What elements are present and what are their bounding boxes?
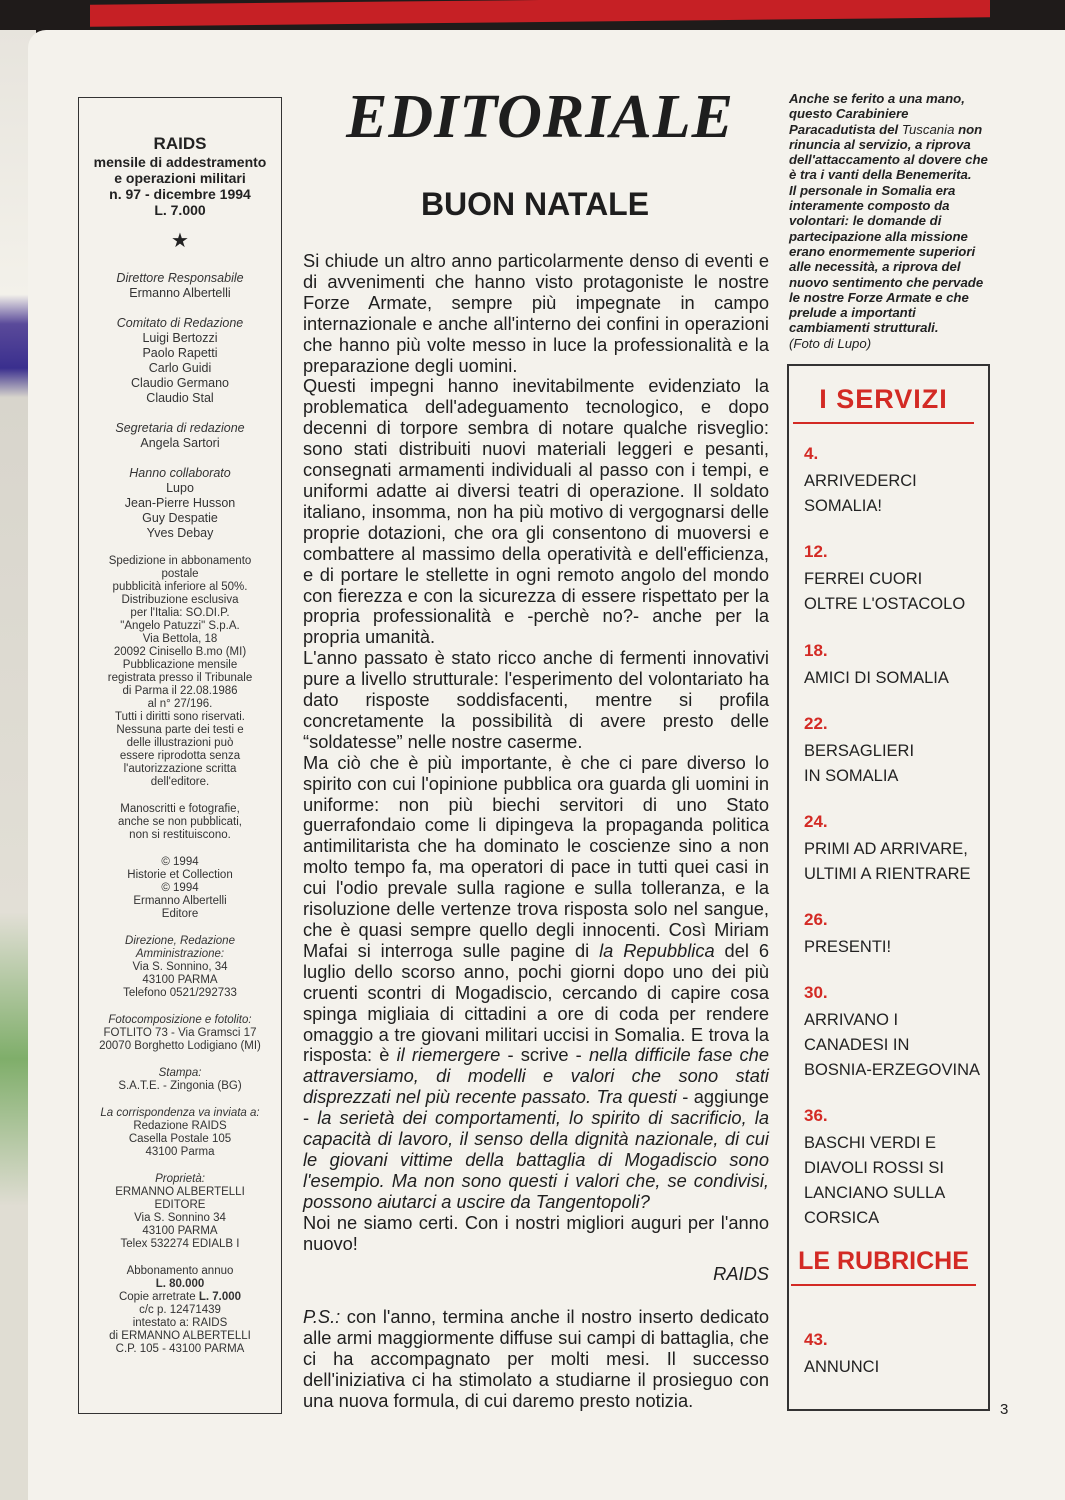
star-icon: ★ — [171, 230, 189, 252]
toc-entry[interactable] — [804, 641, 988, 691]
director-name: Ermanno Albertelli — [129, 286, 231, 300]
toc-list — [789, 1330, 988, 1380]
article-headline: BUON NATALE — [420, 186, 650, 222]
committee-member: Claudio Germano — [131, 376, 229, 390]
copyright-line: © 1994 — [161, 856, 199, 868]
office-role: Amministrazione: — [135, 948, 225, 960]
committee-role: Comitato di Redazione — [116, 316, 244, 330]
magazine-name: RAIDS — [153, 134, 207, 153]
subscription-label: Abbonamento annuo — [126, 1265, 234, 1277]
toc-title: PRESENTI! — [804, 938, 892, 956]
photo-role: Fotocomposizione e fotolito: — [108, 1014, 252, 1026]
article-paragraph: Si chiude un altro anno particolarmente denso di eventi e di avvenimenti che hanno visto protagoniste le nostre Forze Armate, sempre più impegnate in campo internazionale e anche all'interno dei confini in operazioni che hanno più volte messo in luce la professionalità e la preparazione degli uomini. — [303, 250, 769, 376]
newspaper-name: la Repubblica — [599, 939, 715, 961]
subscription-price: L. 80.000 — [155, 1278, 205, 1290]
toc-entry[interactable] — [804, 983, 988, 1083]
quote-text: nella difficile fase che attraversiamo, di modelli e valori che sono stati disprezzati nel più recente passato. Tra questi — [303, 1044, 770, 1108]
secretary-role: Segretaria di redazione — [115, 421, 245, 435]
mail-line: Casella Postale 105 — [128, 1133, 232, 1145]
article-paragraph: Noi ne siamo certi. Con i nostri migliori auguri per l'anno nuovo! — [303, 1211, 769, 1254]
legal-line: Distribuzione esclusiva — [121, 594, 239, 606]
owner-line: Via S. Sonnino 34 — [134, 1212, 226, 1224]
copyright-notice — [79, 856, 281, 921]
legal-line: per l'Italia: SO.DI.P. — [130, 607, 230, 619]
legal-line: dell'editore. — [150, 776, 210, 788]
toc-page-number: 18. — [804, 641, 828, 660]
legal-line: di Parma il 22.08.1986 — [122, 685, 238, 697]
notice-line: anche se non pubblicati, — [117, 816, 243, 828]
committee-member: Claudio Stal — [146, 391, 214, 405]
caption-paragraph: Il personale in Somalia era interamente composto da volontari: le domande di partecipazione alla missione erano enormemente superiori alle necessità, a riprova del nuovo sentimento che pervade le nostre Forze Armate e che prelude a importanti cambiamenti strutturali. — [789, 182, 984, 336]
article-paragraph: Questi impegni hanno inevitabilmente evidenziato la problematica dell'adeguamento tecnologico, e dopo decenni di torpore sembra di notare qualche risveglio: sono stati distribuiti nuovi materiali leggeri e pesanti, consegnati armamenti individuali al passo con i tempi, e uniformi adatte ai diversi teatri di operazione. Il soldato italiano, insomma, non ha più motivo di vergognarsi delle proprie dotazioni, che ora gli consentono di muoversi e combattere al massimo della operatività e dell'efficienza, e di portare le stellette in ogni remoto angolo del mondo con fierezza e con la sicurezza di essere rispettato per la propria professionalità e -perchè no?- anche per la propria umanità. — [303, 375, 769, 648]
contributor: Yves Debay — [146, 526, 214, 540]
text-run: - scrive - — [500, 1044, 589, 1066]
tagline: e operazioni militari — [114, 170, 246, 186]
ps-text: con l'anno, termina anche il nostro inserto dedicato alle armi maggiormente diffuse sui campi di battaglia, che ci ha accompagnato per molti mesi. Il successo dell'iniziativa ci ha stimolato a studiarne il prosieguo con una nuova formula, di cui daremo presto notizia. — [303, 1306, 769, 1412]
article-paragraph — [303, 753, 769, 1213]
toc-title: PRIMI AD ARRIVARE, ULTIMI A RIENTRARE — [804, 840, 971, 883]
director-role: Direttore Responsabile — [116, 271, 244, 285]
committee-member: Paolo Rapetti — [142, 346, 218, 360]
legal-line: pubblicità inferiore al 50%. — [112, 581, 248, 593]
toc-page-number: 43. — [804, 1330, 828, 1349]
account-line: C.P. 105 - 43100 PARMA — [115, 1343, 245, 1355]
table-of-contents — [787, 364, 990, 1411]
owner-role: Proprietà: — [155, 1173, 205, 1185]
committee-member: Luigi Bertozzi — [142, 331, 218, 345]
editorial-article — [303, 251, 769, 1412]
toc-entry[interactable] — [804, 444, 988, 519]
contributor: Lupo — [166, 481, 194, 495]
subscription-block — [79, 1265, 281, 1356]
photo-block — [79, 1014, 281, 1053]
legal-line: Via Bettola, 18 — [142, 633, 218, 645]
notice-line: non si restituiscono. — [129, 829, 231, 841]
owner-block — [79, 1173, 281, 1251]
legal-line: l'autorizzazione scritta — [123, 763, 237, 775]
contributor: Guy Despatie — [142, 511, 218, 525]
legal-line: delle illustrazioni può — [126, 737, 234, 749]
toc-title: AMICI DI SOMALIA — [804, 669, 949, 687]
caption-text: Anche se ferito a una mano, questo Carabiniere Paracadutista del — [789, 91, 965, 137]
article-paragraph: L'anno passato è stato ricco anche di fermenti innovativi pure a livello strutturale: l'esperimento del volontariato ha dato risposte soddisfacenti, mentre si profila concretamente la possibilità di avere presto delle “soldatesse” nelle nostre caserme. — [303, 647, 769, 752]
page-title: EDITORIALE — [346, 83, 734, 151]
legal-line: 20092 Cinisello B.mo (MI) — [113, 646, 247, 658]
copyright-line: Editore — [161, 908, 199, 920]
toc-title: BERSAGLIERI IN SOMALIA — [804, 742, 915, 785]
toc-page-number: 26. — [804, 910, 828, 929]
legal-line: "Angelo Patuzzi" S.p.A. — [120, 620, 240, 632]
notice-line: Manoscritti e fotografie, — [120, 803, 240, 815]
mail-line: Redazione RAIDS — [133, 1120, 227, 1132]
legal-line: registrata presso il Tribunale — [107, 672, 253, 684]
issue-number: n. 97 - dicembre 1994 — [109, 186, 251, 202]
toc-page-number: 36. — [804, 1106, 828, 1125]
mail-block — [79, 1107, 281, 1159]
owner-line: ERMANNO ALBERTELLI — [115, 1186, 245, 1198]
page-number: 3 — [1000, 1401, 1009, 1418]
account-line: di ERMANNO ALBERTELLI — [109, 1330, 251, 1342]
print-line: S.A.T.E. - Zingonia (BG) — [118, 1080, 242, 1092]
caption-paragraph — [789, 91, 994, 183]
toc-entry[interactable] — [804, 542, 988, 617]
toc-page-number: 24. — [804, 812, 828, 831]
manuscripts-notice — [79, 803, 281, 842]
owner-line: Telex 532274 EDIALB I — [120, 1238, 240, 1250]
toc-title: ANNUNCI — [804, 1358, 880, 1376]
toc-page-number: 12. — [804, 542, 828, 561]
committee-member: Carlo Guidi — [148, 361, 212, 375]
photo-caption — [789, 91, 994, 351]
office-line: 43100 PARMA — [142, 974, 218, 986]
legal-line: postale — [161, 568, 199, 580]
account-line: intestato a: RAIDS — [132, 1317, 228, 1329]
owner-line: EDITORE — [154, 1199, 206, 1211]
quote-text: la serietà dei comportamenti, lo spirito di sacrificio, la capacità di lavoro, il senso della dignità nazionale, di cui le giovani vittime della battaglia di Mogadiscio sono l'esempio. Ma non sono questi i valori che, se condivisi, possono aiutarci a uscire da Tangentopoli? — [303, 1107, 769, 1212]
toc-entry[interactable] — [804, 714, 988, 789]
toc-heading-columns: LE RUBRICHE — [791, 1247, 976, 1286]
text-run: Ma ciò che è più importante, è che ci pare diverso lo spirito con cui l'opinione pubblica ora guarda gli uomini in uniforme: non più biechi servitori di uno Stato guerrafondaio come li dipingeva la propaganda politica antimilitarista che ha dominato le coscienze sino a non molto tempo fa, ma operatori di pace in tutti quei casi in cui l'odio prevale sulla ragione e sulla tolleranza, e la risoluzione delle vertenze trova risposta solo nel sangue, che è quasi sempre quello degli innocenti. Così Miriam Mafai si interroga sulle pagine di — [303, 751, 769, 961]
ps-label: P.S.: — [303, 1306, 341, 1328]
legal-line: essere riprodotta senza — [119, 750, 241, 762]
toc-entry[interactable] — [804, 1330, 988, 1380]
back-issues-label: Copie arretrate — [118, 1291, 196, 1303]
toc-entry[interactable] — [804, 812, 988, 887]
contributor: Jean-Pierre Husson — [124, 496, 236, 510]
copyright-line: Ermanno Albertelli — [133, 895, 227, 907]
copyright-line: © 1994 — [161, 882, 199, 894]
office-line: Telefono 0521/292733 — [123, 987, 237, 999]
legal-line: al n° 27/196. — [147, 698, 213, 710]
postscript — [303, 1307, 769, 1412]
toc-entry[interactable] — [804, 910, 988, 960]
legal-line: Tutti i diritti sono riservati. — [115, 711, 245, 723]
photo-line: 20070 Borghetto Lodigiano (MI) — [99, 1040, 261, 1052]
legal-notice — [79, 555, 281, 789]
text-run: - aggiunge - — [303, 1086, 769, 1129]
photo-credit: (Foto di Lupo) — [789, 335, 872, 351]
office-block — [79, 935, 281, 1000]
owner-line: 43100 PARMA — [142, 1225, 218, 1237]
toc-title: ARRIVANO I CANADESI IN BOSNIA-ERZEGOVINA — [804, 1011, 981, 1079]
toc-page-number: 4. — [804, 444, 819, 463]
legal-line: Nessuna parte dei testi e — [116, 724, 244, 736]
toc-entry[interactable] — [804, 1106, 988, 1231]
toc-list — [789, 444, 988, 1231]
print-role: Stampa: — [158, 1067, 202, 1079]
legal-line: Pubblicazione mensile — [122, 659, 238, 671]
account-line: c/c p. 12471439 — [139, 1304, 221, 1316]
toc-title: FERREI CUORI OLTRE L'OSTACOLO — [804, 570, 966, 613]
office-role: Direzione, Redazione — [125, 935, 235, 947]
secretary-name: Angela Sartori — [140, 436, 220, 450]
back-issues-price: L. 7.000 — [198, 1291, 242, 1303]
toc-page-number: 30. — [804, 983, 828, 1002]
masthead-box — [78, 97, 282, 1414]
toc-page-number: 22. — [804, 714, 828, 733]
photo-line: FOTLITO 73 - Via Gramsci 17 — [103, 1027, 257, 1039]
unit-name: Tuscania — [901, 121, 955, 137]
text-run: del 6 luglio dello scorso anno, pochi giorni dopo uno dei più cruenti scontri di Mogadiscio, cercando di capire cosa spinga migliaia di cittadini a ore di coda per rendere omaggio a tre giovani militari uccisi in Somalia. E trova la risposta: è — [303, 939, 769, 1066]
tagline: mensile di addestramento — [93, 154, 267, 170]
contributors-role: Hanno collaborato — [129, 466, 231, 480]
toc-heading-services: I SERVIZI — [793, 384, 974, 424]
issue-price: L. 7.000 — [154, 202, 206, 218]
office-line: Via S. Sonnino, 34 — [132, 961, 228, 973]
legal-line: Spedizione in abbonamento — [108, 555, 252, 567]
quote-text: il riemergere — [396, 1044, 501, 1066]
copyright-line: Historie et Collection — [127, 869, 233, 881]
toc-title: ARRIVEDERCI SOMALIA! — [804, 472, 917, 515]
mail-role: La corrispondenza va inviata a: — [100, 1107, 260, 1119]
signature: RAIDS — [713, 1262, 769, 1284]
back-issues-line — [79, 1291, 281, 1304]
toc-title: BASCHI VERDI E DIAVOLI ROSSI SI LANCIANO SULLA CORSICA — [804, 1134, 946, 1227]
mail-line: 43100 Parma — [145, 1146, 215, 1158]
print-block — [79, 1067, 281, 1093]
caption-text: non rinuncia al servizio, a riprova dell'attaccamento al dovere che è tra i vanti della Benemerita. — [789, 121, 988, 183]
